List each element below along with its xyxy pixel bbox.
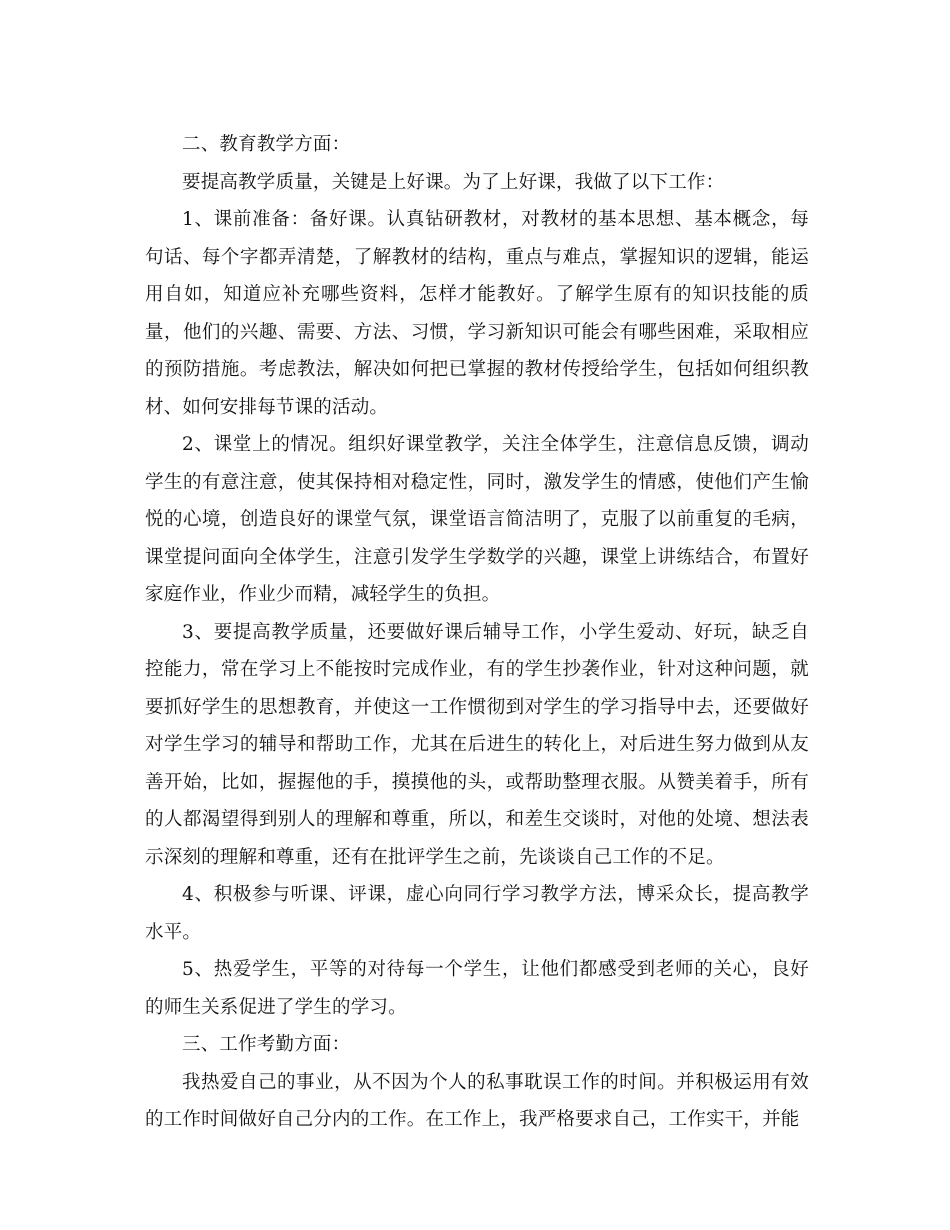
section-heading-teaching: 二、教育教学方面： <box>182 134 351 155</box>
paragraph-item-4: 4、积极参与听课、评课，虚心向同行学习教学方法，博采众长，提高教学水平。 <box>145 884 809 943</box>
paragraph-item-3: 3、要提高教学质量，还要做好课后辅导工作，小学生爱动、好玩，缺乏自控能力，常在学习上不能按时完成作业，有的学生抄袭作业，针对这种问题，就要抓好学生的思想教育，并使这一工作惯彻到对学生的学习指导中去，还要做好对学生学习的辅导和帮助工作，尤其在后进生的转化上，对后进生努力做到从友善开始，比如，握握他的手，摸摸他的头，或帮助整理衣服。从赞美着手，所有的人都渴望得到别人的理解和尊重，所以，和差生交谈时，对他的处境、想法表示深刻的理解和尊重，还有在批评学生之前，先谈谈自己工作的不足。 <box>145 621 809 868</box>
paragraph-attendance: 我热爱自己的事业，从不因为个人的私事耽误工作的时间。并积极运用有效的工作时间做好自己分内的工作。在工作上，我严格要求自己，工作实干，并能 <box>145 1071 809 1130</box>
paragraph-item-2: 2、课堂上的情况。组织好课堂教学，关注全体学生，注意信息反馈，调动学生的有意注意，使其保持相对稳定性，同时，激发学生的情感，使他们产生愉悦的心境，创造良好的课堂气氛，课堂语言简洁明了，克服了以前重复的毛病，课堂提问面向全体学生，注意引发学生学数学的兴趣，课堂上讲练结合，布置好家庭作业，作业少而精，减轻学生的负担。 <box>145 434 809 605</box>
section-heading-attendance: 三、工作考勤方面： <box>182 1034 351 1055</box>
paragraph-intro: 要提高教学质量，关键是上好课。为了上好课，我做了以下工作： <box>182 171 725 193</box>
document-body <box>145 126 809 1139</box>
paragraph-item-5: 5、热爱学生，平等的对待每一个学生，让他们都感受到老师的关心，良好的师生关系促进了学生的学习。 <box>145 959 809 1018</box>
paragraph-item-1: 1、课前准备：备好课。认真钻研教材，对教材的基本思想、基本概念，每句话、每个字都弄清楚，了解教材的结构，重点与难点，掌握知识的逻辑，能运用自如，知道应补充哪些资料，怎样才能教好。了解学生原有的知识技能的质量，他们的兴趣、需要、方法、习惯，学习新知识可能会有哪些困难，采取相应的预防措施。考虑教法，解决如何把已掌握的教材传授给学生，包括如何组织教材、如何安排每节课的活动。 <box>145 209 809 418</box>
